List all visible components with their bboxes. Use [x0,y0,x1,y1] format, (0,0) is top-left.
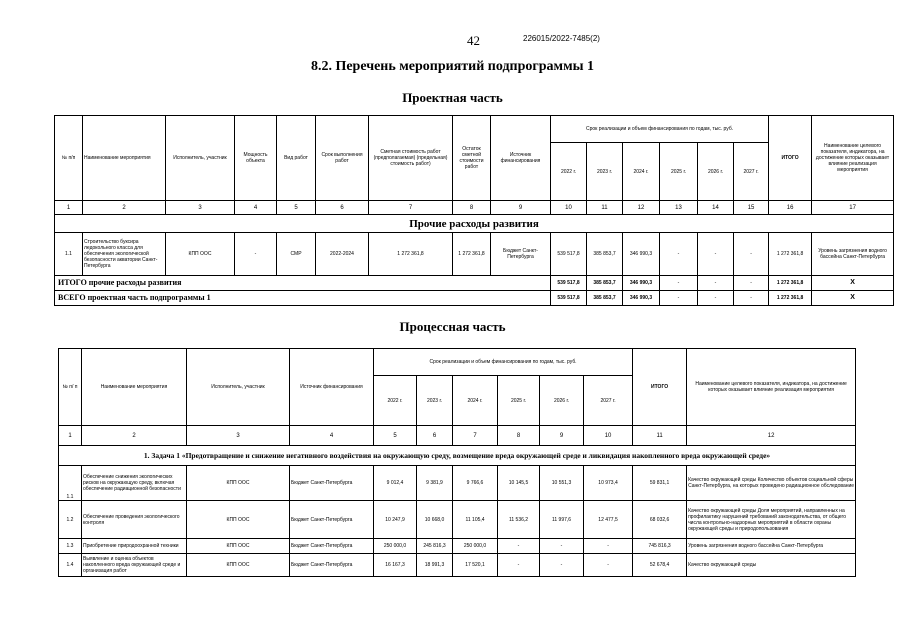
total-sum: 1 272 361,8 [769,276,812,291]
total-label: ИТОГО прочие расходы развития [55,276,551,291]
row-year-value: 9 012,4 [374,466,417,501]
row-num: 1.3 [59,539,82,554]
header-work-type: Вид работ [277,116,316,201]
task-title: 1. Задача 1 «Предотвращение и снижение негативного воздействия на окружающую среду, возмещение вреда окружающей среде и ликвидация накопленного вреда окружающей среде» [59,446,856,466]
column-number: 12 [623,201,660,215]
column-number: 2 [82,426,187,446]
column-number: 6 [417,426,453,446]
column-number: 5 [277,201,316,215]
row-year-value: - [660,233,698,276]
column-number: 3 [187,426,290,446]
column-number: 17 [812,201,894,215]
row-indicator: Качество окружающей среды Количество объектов социальной сферы Санкт-Петербурга, на которых проведено радиационное обследование [687,466,856,501]
grand-total-sum: 1 272 361,8 [769,291,812,306]
column-number: 10 [551,201,587,215]
grand-total-label: ВСЕГО проектная часть подпрограммы 1 [55,291,551,306]
project-part-heading: Проектная часть [402,90,503,105]
column-number: 6 [316,201,369,215]
row-term: 2022-2024 [316,233,369,276]
header-source: Источник финансирования [290,349,374,426]
header-name: Наименование мероприятия [83,116,166,201]
column-number: 9 [491,201,551,215]
header-period: Срок реализации и объем финансирования по годам, тыс. руб. [551,116,769,143]
row-year-value: - [540,554,584,577]
header-capacity: Мощность объекта [235,116,277,201]
header-year: 2026 г. [540,376,584,426]
row-total: 68 032,6 [633,501,687,539]
column-number: 10 [584,426,633,446]
header-num: № п/п [55,116,83,201]
row-year-value: 9 381,9 [417,466,453,501]
column-number: 16 [769,201,812,215]
header-term: Срок выполнения работ [316,116,369,201]
page-number: 42 [467,33,480,48]
row-name: Обеспечение снижения экологических рисков на окружающую среду, включая обеспечение радиационной безопасности [82,466,187,501]
header-indicator: Наименование целевого показателя, индикатора, на достижение которых оказывает влияние реализация мероприятия [687,349,856,426]
row-indicator: Качество окружающей среды Доля мероприятий, направленных на профилактику нарушений требований законодательства, от общего числа контрольно-надзорных мероприятий в области охраны окружающей среды и природопользования [687,501,856,539]
section-title: Прочие расходы развития [55,215,894,233]
grand-total-year-value: 385 853,7 [587,291,623,306]
row-capacity: - [235,233,277,276]
header-period: Срок реализации и объем финансирования по годам, тыс. руб. [374,349,633,376]
row-total: 59 831,1 [633,466,687,501]
row-year-value: 11 536,2 [498,501,540,539]
row-year-value: 16 167,3 [374,554,417,577]
row-executor: КПП ООС [187,554,290,577]
header-year: 2027 г. [734,143,769,201]
column-number: 5 [374,426,417,446]
grand-total-year-value: - [734,291,769,306]
grand-total-year-value: 539 517,8 [551,291,587,306]
header-year: 2022 г. [551,143,587,201]
grand-total-indicator: X [812,291,894,306]
row-executor: КПП ООС [187,539,290,554]
row-year-value: - [698,233,734,276]
row-year-value: 11 997,6 [540,501,584,539]
row-executor: КПП ООС [187,501,290,539]
row-name: Приобретение природоохранной техники [82,539,187,554]
document-code: 226015/2022-7485(2) [523,34,600,43]
row-indicator: Качество окружающей среды [687,554,856,577]
header-total: ИТОГО [769,116,812,201]
row-num: 1.1 [55,233,83,276]
row-num: 1.2 [59,501,82,539]
total-year-value: 385 853,7 [587,276,623,291]
column-number: 9 [540,426,584,446]
row-source: Бюджет Санкт-Петербурга [290,539,374,554]
header-year: 2022 г. [374,376,417,426]
column-number: 3 [166,201,235,215]
row-year-value: - [498,554,540,577]
header-total: ИТОГО [633,349,687,426]
row-year-value: - [498,539,540,554]
process-table [58,348,856,577]
row-source: Бюджет Санкт-Петербурга [491,233,551,276]
row-year-value: 10 551,3 [540,466,584,501]
column-number: 4 [235,201,277,215]
header-estimate: Сметная стоимость работ (предполагаемая) (предельная) стоимость работ) [369,116,453,201]
column-number: 1 [59,426,82,446]
header-executor: Исполнитель, участник [187,349,290,426]
header-year: 2024 г. [453,376,498,426]
grand-total-year-value: - [698,291,734,306]
total-year-value: 539 517,8 [551,276,587,291]
column-number: 11 [633,426,687,446]
row-work-type: СМР [277,233,316,276]
header-year: 2023 г. [417,376,453,426]
row-year-value: 9 766,6 [453,466,498,501]
column-number: 4 [290,426,374,446]
row-indicator: Уровень загрязнения водного бассейна Санкт-Петербурга [812,233,894,276]
row-executor: КПП ООС [166,233,235,276]
total-year-value: - [660,276,698,291]
row-year-value: 10 145,5 [498,466,540,501]
column-number: 11 [587,201,623,215]
row-year-value: - [584,539,633,554]
header-name: Наименование мероприятия [82,349,187,426]
row-year-value: 250 000,0 [374,539,417,554]
column-number: 8 [453,201,491,215]
row-year-value: - [540,539,584,554]
header-remaining: Остаток сметной стоимости работ [453,116,491,201]
row-total: 52 678,4 [633,554,687,577]
row-name: Обеспечение проведения экологического контроля [82,501,187,539]
row-name: Строительство буксира ледокольного класса для обеспечения экологической безопасности акватории Санкт-Петербурга [83,233,166,276]
row-estimate: 1 272 361,8 [369,233,453,276]
project-table [54,115,894,306]
column-number: 1 [55,201,83,215]
row-year-value: 385 853,7 [587,233,623,276]
row-year-value: 539 517,8 [551,233,587,276]
row-year-value: 10 247,9 [374,501,417,539]
row-year-value: 250 000,0 [453,539,498,554]
row-source: Бюджет Санкт-Петербурга [290,466,374,501]
row-num: 1.4 [59,554,82,577]
row-year-value: 346 990,3 [623,233,660,276]
row-source: Бюджет Санкт-Петербурга [290,501,374,539]
row-year-value: 10 668,0 [417,501,453,539]
total-year-value: - [734,276,769,291]
header-year: 2025 г. [498,376,540,426]
process-part-heading: Процессная часть [399,319,506,334]
header-year: 2023 г. [587,143,623,201]
column-number: 12 [687,426,856,446]
row-total: 745 816,3 [633,539,687,554]
row-executor: КПП ООС [187,466,290,501]
row-year-value: - [584,554,633,577]
grand-total-year-value: 346 990,3 [623,291,660,306]
total-year-value: 346 990,3 [623,276,660,291]
header-source: Источник финансирования [491,116,551,201]
column-number: 7 [369,201,453,215]
column-number: 8 [498,426,540,446]
row-year-value: 12 477,5 [584,501,633,539]
header-year: 2026 г. [698,143,734,201]
header-year: 2024 г. [623,143,660,201]
row-indicator: Уровень загрязнения водного бассейна Санкт-Петербурга [687,539,856,554]
header-executor: Исполнитель, участник [166,116,235,201]
row-name: Выявление и оценка объектов накопленного вреда окружающей среде и организация работ [82,554,187,577]
column-number: 15 [734,201,769,215]
total-indicator: X [812,276,894,291]
total-year-value: - [698,276,734,291]
page-title: 8.2. Перечень мероприятий подпрограммы 1 [310,59,595,74]
row-remaining: 1 272 361,8 [453,233,491,276]
row-total: 1 272 361,8 [769,233,812,276]
row-num: 1.1 [59,466,82,501]
row-source: Бюджет Санкт-Петербурга [290,554,374,577]
header-year: 2025 г. [660,143,698,201]
row-year-value: 245 816,3 [417,539,453,554]
column-number: 2 [83,201,166,215]
header-num: № п/ п [59,349,82,426]
row-year-value: 17 520,1 [453,554,498,577]
header-year: 2027 г. [584,376,633,426]
grand-total-year-value: - [660,291,698,306]
row-year-value: 11 105,4 [453,501,498,539]
column-number: 13 [660,201,698,215]
row-year-value: 10 973,4 [584,466,633,501]
row-year-value: 18 991,3 [417,554,453,577]
row-year-value: - [734,233,769,276]
column-number: 7 [453,426,498,446]
column-number: 14 [698,201,734,215]
header-indicator: Наименование целевого показателя, индикатора, на достижение которых оказывает влияние реализация мероприятия [812,116,894,201]
